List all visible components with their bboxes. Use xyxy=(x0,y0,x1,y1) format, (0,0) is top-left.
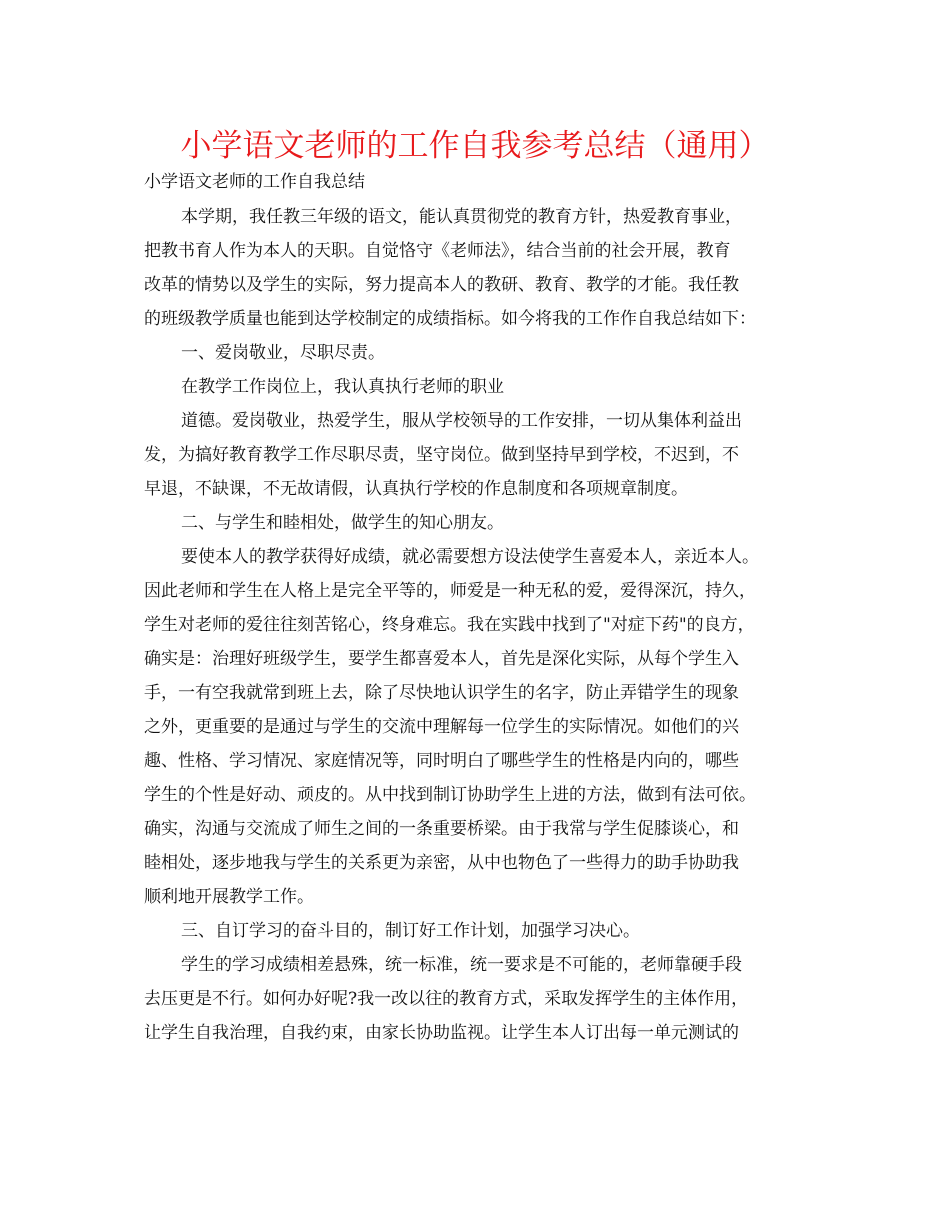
body-line: 确实，沟通与交流成了师生之间的一条重要桥梁。由于我常与学生促膝谈心，和 xyxy=(144,819,739,839)
body-line: 本学期，我任教三年级的语文，能认真贯彻党的教育方针，热爱教育事业， xyxy=(181,207,742,227)
document-body xyxy=(144,200,808,1050)
document-title: 小学语文老师的工作自我参考总结（通用） xyxy=(180,128,770,164)
document-subtitle: 小学语文老师的工作自我总结 xyxy=(144,172,365,192)
body-line: 确实是：治理好班级学生，要学生都喜爱本人，首先是深化实际，从每个学生入 xyxy=(144,649,739,669)
body-line: 的班级教学质量也能到达学校制定的成绩指标。如今将我的工作作自我总结如下： xyxy=(144,309,756,329)
body-line: 发，为搞好教育教学工作尽职尽责，坚守岗位。做到坚持早到学校，不迟到，不 xyxy=(144,445,739,465)
body-line: 道德。爱岗敬业，热爱学生，服从学校领导的工作安排，一切从集体利益出 xyxy=(181,411,742,431)
body-line: 去压更是不行。如何办好呢?我一改以往的教育方式，采取发挥学生的主体作用， xyxy=(144,989,749,1009)
body-line: 学生对老师的爱往往刻苦铭心，终身难忘。我在实践中找到了"对症下药"的良方， xyxy=(144,615,755,635)
body-line: 让学生自我治理，自我约束，由家长协助监视。让学生本人订出每一单元测试的 xyxy=(144,1023,739,1043)
body-line: 改革的情势以及学生的实际，努力提高本人的教研、教育、教学的才能。我任教 xyxy=(144,275,739,295)
body-line: 学生的个性是好动、顽皮的。从中找到制订协助学生上进的方法，做到有法可依。 xyxy=(144,785,756,805)
body-line: 手，一有空我就常到班上去，除了尽快地认识学生的名字，防止弄错学生的现象 xyxy=(144,683,739,703)
body-line: 之外，更重要的是通过与学生的交流中理解每一位学生的实际情况。如他们的兴 xyxy=(144,717,739,737)
body-line: 因此老师和学生在人格上是完全平等的，师爱是一种无私的爱，爱得深沉，持久， xyxy=(144,581,756,601)
body-line: 要使本人的教学获得好成绩，就必需要想方设法使学生喜爱本人，亲近本人。 xyxy=(181,547,759,567)
body-line: 一、爱岗敬业，尽职尽责。 xyxy=(181,343,385,363)
body-line: 学生的学习成绩相差悬殊，统一标准，统一要求是不可能的，老师靠硬手段 xyxy=(181,955,742,975)
body-line: 二、与学生和睦相处，做学生的知心朋友。 xyxy=(181,513,504,533)
body-line: 顺利地开展教学工作。 xyxy=(144,887,314,907)
body-line: 早退，不缺课，不无故请假，认真执行学校的作息制度和各项规章制度。 xyxy=(144,479,688,499)
body-line: 睦相处，逐步地我与学生的关系更为亲密，从中也物色了一些得力的助手协助我 xyxy=(144,853,739,873)
body-line: 在教学工作岗位上，我认真执行老师的职业 xyxy=(181,377,504,397)
body-line: 把教书育人作为本人的天职。自觉恪守《老师法》，结合当前的社会开展，教育 xyxy=(144,241,731,261)
body-line: 三、自订学习的奋斗目的，制订好工作计划，加强学习决心。 xyxy=(181,921,640,941)
body-line: 趣、性格、学习情况、家庭情况等，同时明白了哪些学生的性格是内向的，哪些 xyxy=(144,751,739,771)
